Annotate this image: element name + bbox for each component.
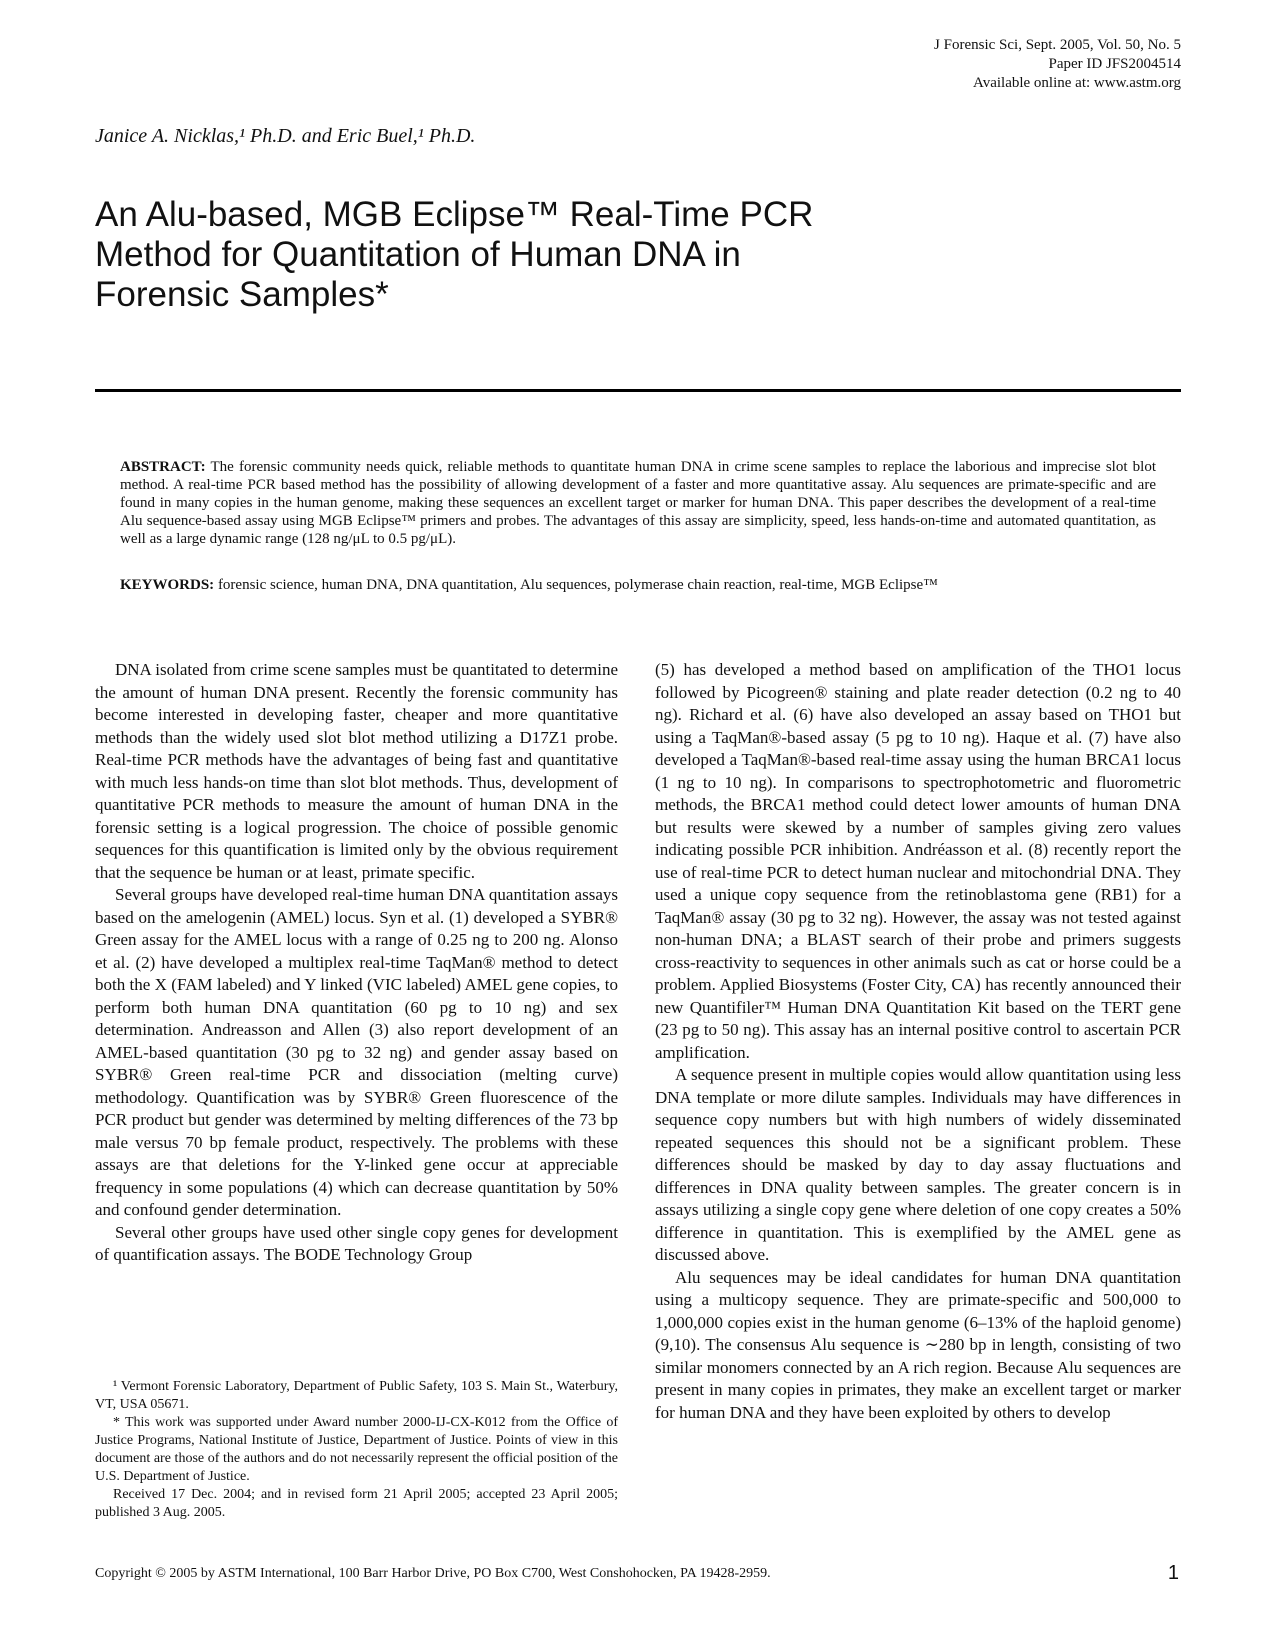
paragraph: DNA isolated from crime scene samples must be quantitated to determine the amount of human DNA present. Recently the forensic community has become interested in developing faster, cheaper and more quantitative methods than the widely used slot blot method utilizing a D17Z1 probe. Real-time PCR methods have the advantages of being fast and quantitative with much less hands-on time than slot blot methods. Thus, development of quantitative PCR methods to measure the amount of human DNA in the forensic setting is a logical progression. The choice of possible genomic sequences for this quantification is limited only by the obvious requirement that the sequence be human or at least, primate specific. (95, 660, 618, 882)
abstract (120, 458, 1156, 548)
keywords-label: KEYWORDS: (120, 577, 215, 593)
body-column-left (95, 659, 618, 1267)
journal-citation: J Forensic Sci, Sept. 2005, Vol. 50, No. 5 (934, 37, 1181, 53)
authors: Janice A. Nicklas,¹ Ph.D. and Eric Buel,¹ Ph.D. (95, 125, 476, 147)
copyright-notice: Copyright © 2005 by ASTM International, 100 Barr Harbor Drive, PO Box C700, West Conshohocken, PA 19428-2959. (95, 1566, 771, 1581)
paper-title (95, 195, 995, 315)
body-column-right (655, 659, 1181, 1424)
footnotes (95, 1378, 618, 1522)
title-line-3: Forensic Samples* (95, 275, 389, 314)
paragraph: (5) has developed a method based on amplification of the THO1 locus followed by Picogreen® staining and plate reader detection (0.2 ng to 40 ng). Richard et al. (6) have also developed an assay based on THO1 but using a TaqMan®-based assay (5 pg to 10 ng). Haque et al. (7) have also developed a TaqMan®-based real-time assay using the human BRCA1 locus (1 ng to 10 ng). In comparisons to spectrophotometric and fluorometric methods, the BRCA1 method could detect lower amounts of human DNA but results were skewed by a number of samples giving zero values indicating possible PCR inhibition. Andréasson et al. (8) recently report the use of real-time PCR to detect human nuclear and mitochondrial DNA. They used a unique copy sequence from the retinoblastoma gene (RB1) for a TaqMan® assay (30 pg to 32 ng). However, the assay was not tested against non-human DNA; a BLAST search of their probe and primers suggests cross-reactivity to sequences in other animals such as cat or horse could be a problem. Applied Biosystems (Foster City, CA) has recently announced their new Quantifiler™ Human DNA Quantitation Kit based on the TERT gene (23 pg to 50 ng). This assay has an internal positive control to ascertain PCR amplification. (655, 660, 1181, 1062)
title-divider (95, 389, 1181, 392)
title-line-2: Method for Quantitation of Human DNA in (95, 235, 741, 274)
paragraph: Several other groups have used other single copy genes for development of quantification assays. The BODE Technology Group (95, 1222, 618, 1264)
keywords (120, 576, 1156, 594)
footnote-affiliation: ¹ Vermont Forensic Laboratory, Department of Public Safety, 103 S. Main St., Waterbury, VT, USA 05671. (95, 1379, 618, 1412)
page-number: 1 (1167, 1562, 1179, 1584)
abstract-text: The forensic community needs quick, reliable methods to quantitate human DNA in crime scene samples to replace the laborious and imprecise slot blot method. A real-time PCR based method has the possibility of allowing development of a faster and more quantitative assay. Alu sequences are primate-specific and are found in many copies in the human genome, making these sequences an excellent target or marker for human DNA. This paper describes the development of a real-time Alu sequence-based assay using MGB Eclipse™ primers and probes. The advantages of this assay are simplicity, speed, less hands-on-time and automated quantitation, as well as a large dynamic range (128 ng/μL to 0.5 pg/μL). (120, 459, 1157, 547)
journal-header (934, 36, 1181, 93)
keywords-text: forensic science, human DNA, DNA quantitation, Alu sequences, polymerase chain reaction, real-time, MGB Eclipse™ (217, 577, 938, 593)
paragraph: Alu sequences may be ideal candidates for human DNA quantitation using a multicopy sequence. They are primate-specific and 500,000 to 1,000,000 copies exist in the human genome (6–13% of the haploid genome) (9,10). The consensus Alu sequence is ∼280 bp in length, consisting of two similar monomers connected by an A rich region. Because Alu sequences are present in many copies in primates, they make an excellent target or marker for human DNA and they have been exploited by others to develop (655, 1267, 1181, 1422)
footnote-funding: * This work was supported under Award number 2000-IJ-CX-K012 from the Office of Justice Programs, National Institute of Justice, Department of Justice. Points of view in this document are those of the authors and do not necessarily represent the official position of the U.S. Department of Justice. (95, 1415, 618, 1484)
paper-id: Paper ID JFS2004514 (1048, 56, 1181, 72)
abstract-label: ABSTRACT: (120, 459, 206, 475)
paragraph: A sequence present in multiple copies would allow quantitation using less DNA template or more dilute samples. Individuals may have differences in sequence copy numbers but with high numbers of widely disseminated repeated sequences this should not be a significant problem. These differences should be masked by day to day assay fluctuations and differences in DNA quality between samples. The greater concern is in assays utilizing a single copy gene where deletion of one copy creates a 50% difference in quantitation. This is exemplified by the AMEL gene as discussed above. (655, 1065, 1181, 1264)
title-line-1: An Alu-based, MGB Eclipse™ Real-Time PCR (95, 195, 814, 234)
footnote-dates: Received 17 Dec. 2004; and in revised form 21 April 2005; accepted 23 April 2005; published 3 Aug. 2005. (95, 1487, 618, 1520)
paragraph: Several groups have developed real-time human DNA quantitation assays based on the amelogenin (AMEL) locus. Syn et al. (1) developed a SYBR® Green assay for the AMEL locus with a range of 0.25 ng to 200 ng. Alonso et al. (2) have developed a multiplex real-time TaqMan® method to detect both the X (FAM labeled) and Y linked (VIC labeled) AMEL gene copies, to perform both human DNA quantitation (60 pg to 10 ng) and sex determination. Andreasson and Allen (3) also report development of an AMEL-based quantitation (30 pg to 32 ng) and gender assay based on SYBR® Green real-time PCR and dissociation (melting curve) methodology. Quantification was by SYBR® Green fluorescence of the PCR product but gender was determined by melting differences of the 73 bp male versus 70 bp female product, respectively. The problems with these assays are that deletions for the Y-linked gene occur at appreciable frequency in some populations (4) which can decrease quantitation by 50% and confound gender determination. (95, 885, 618, 1219)
online-availability: Available online at: www.astm.org (972, 75, 1181, 91)
